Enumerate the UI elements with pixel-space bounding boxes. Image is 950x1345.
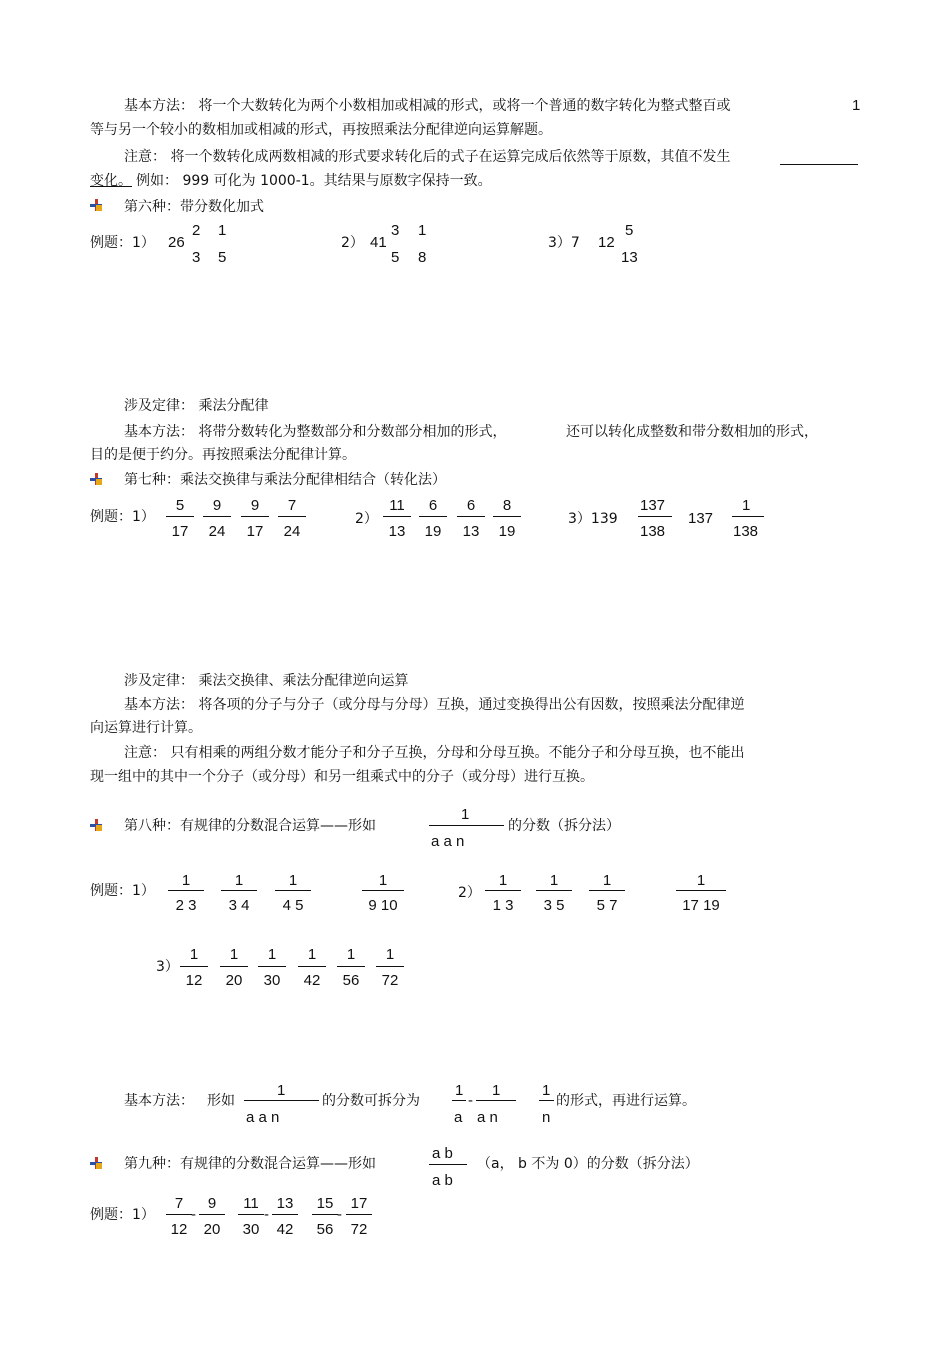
fraction-bar [238,1214,264,1215]
math-num: 6 [428,497,438,514]
fraction-bar [312,1214,338,1215]
fraction-bar [419,516,447,517]
math-den: 30 [242,1221,260,1238]
math-whole: 12 [598,234,615,251]
math-whole: 41 [370,234,387,251]
bullet-icon [90,819,102,831]
math-den: 12 [170,1221,188,1238]
fraction-bar [457,516,485,517]
fraction-bar [452,1100,466,1101]
math-num: 13 [276,1195,294,1212]
math-den: 5 [391,249,400,266]
section-9-tail: （a， b 不为 0）的分数（拆分法） [477,1156,699,1172]
math-num: 137 [640,497,666,514]
method-text: 向运算进行计算。 [90,720,202,736]
fraction-bar [180,966,208,967]
math-num: 5 [625,222,634,239]
paragraph-note-line2: 例如： 999 可化为 1000-1。其结果与原数字保持一致。 [136,173,492,189]
math-whole: 137 [688,510,714,527]
math-den: 20 [225,972,243,989]
math-den: 42 [276,1221,294,1238]
math-num: 1 [455,1082,464,1099]
math-num: 1 [385,946,395,963]
example-label: 2） [458,885,481,901]
minus-sign: - [264,1206,269,1223]
math-den: a [454,1109,463,1126]
math-num: 17 [350,1195,368,1212]
fraction-bar [220,966,248,967]
math-num: 6 [466,497,476,514]
math-num: 11 [243,1195,259,1212]
example-label: 3）7 [548,235,580,251]
math-den: a b [432,1172,453,1189]
fraction-bar [383,516,411,517]
math-num: 1 [378,872,388,889]
method-text: 形如 [207,1093,235,1109]
fraction-bar [298,966,326,967]
section-6-heading: 第六种：带分数化加式 [124,199,264,215]
math-den: 8 [418,249,427,266]
math-num: 11 [389,497,405,514]
example-label: 例题：1） [90,235,155,251]
example-label: 例题：1） [90,509,155,525]
math-num: 1 [288,872,298,889]
math-num: 1 [498,872,508,889]
math-den: 19 [424,523,442,540]
fraction-bar [244,1100,319,1101]
math-den: n [542,1109,551,1126]
method-text: 还可以转化成整数和带分数相加的形式， [566,424,818,440]
math-den: 13 [388,523,406,540]
minus-sign: - [337,1206,342,1223]
example-label: 3） [156,959,179,975]
math-whole: 26 [168,234,185,251]
math-den: 20 [203,1221,221,1238]
bullet-icon [90,473,102,485]
math-num: 9 [250,497,260,514]
math-num: 1 [181,872,191,889]
paragraph-method-line2: 等与另一个较小的数相加或相减的形式，再按照乘法分配律逆向运算解题。 [90,122,552,138]
math-den: 138 [640,523,666,540]
math-num: a b [432,1145,453,1162]
math-num: 1 [307,946,317,963]
math-den: 3 [192,249,201,266]
math-den: 5 [218,249,227,266]
example-label: 2） [355,511,378,527]
math-num: 3 [391,222,400,239]
bullet-icon [90,199,102,211]
math-den: 56 [342,972,360,989]
method-text: 的分数可拆分为 [322,1093,420,1109]
law-text: 涉及定律： 乘法交换律、乘法分配律逆向运算 [124,673,409,689]
fraction-bar [258,966,286,967]
math-num: 1 [229,946,239,963]
math-num: 1 [602,872,612,889]
math-den: 1 3 [492,897,514,914]
fraction-bar [346,1214,372,1215]
law-text: 涉及定律： 乘法分配律 [124,398,269,414]
math-den: 13 [621,249,638,266]
method-text: 的形式，再进行运算。 [556,1093,696,1109]
math-den: 17 [246,523,264,540]
fraction-bar [166,516,194,517]
math-num: 15 [316,1195,334,1212]
math-den: 3 4 [228,897,250,914]
math-num: 9 [207,1195,217,1212]
math-den: 42 [303,972,321,989]
math-num: 1 [234,872,244,889]
math-den: 30 [263,972,281,989]
math-num: 7 [287,497,297,514]
math-num: 7 [174,1195,184,1212]
math-num: 1 [492,1082,501,1099]
math-den: 56 [316,1221,334,1238]
fraction-bar [337,966,365,967]
section-9-heading: 第九种：有规律的分数混合运算——形如 [124,1156,376,1172]
math-num: 1 [346,946,356,963]
fraction-bar [536,890,572,891]
math-den: 2 3 [175,897,197,914]
method-text: 基本方法： [124,1093,194,1109]
math-den: a a n [431,833,465,850]
paragraph-note-line2-underlined: 变化。 [90,173,132,189]
paragraph-note-line1: 注意： 将一个数转化成两数相减的形式要求转化后的式子在运算完成后依然等于原数，其值不发生 [124,149,731,165]
fraction-bar [278,516,306,517]
math-den: 3 5 [543,897,565,914]
fraction-bar [485,890,521,891]
math-den: 17 [171,523,189,540]
math-den: 72 [350,1221,368,1238]
paragraph-method-line1: 基本方法： 将一个大数转化为两个小数相加或相减的形式，或将一个普通的数字转化为整式整百或 [124,98,731,114]
math-num: 1 [418,222,427,239]
fraction-bar [199,1214,225,1215]
method-text: 目的是便于约分。再按照乘法分配律计算。 [90,447,356,463]
math-num: 1 [267,946,277,963]
fraction-bar [241,516,269,517]
math-den: 72 [381,972,399,989]
math-den: 9 10 [368,897,398,914]
fraction-bar [221,890,257,891]
example-label: 例题：1） [90,1207,155,1223]
section-8-heading: 第八种：有规律的分数混合运算——形如 [124,818,376,834]
math-den: a n [477,1109,498,1126]
fraction-bar [676,890,726,891]
method-text: 基本方法： 将各项的分子与分子（或分母与分母）互换，通过变换得出公有因数，按照乘法分配律逆 [124,697,745,713]
note-text: 现一组中的其中一个分子（或分母）和另一组乘式中的分子（或分母）进行互换。 [90,769,594,785]
fraction-bar [539,1100,554,1101]
math-den: 17 19 [682,897,720,914]
fraction-bar [589,890,625,891]
minus-sign: - [191,1206,196,1223]
fraction-bar [476,1100,516,1101]
fraction-bar [166,1214,192,1215]
math-den: 24 [283,523,301,540]
fraction-bar [493,516,521,517]
math-den: a a n [246,1109,280,1126]
example-label: 例题：1） [90,883,155,899]
math-den: 12 [185,972,203,989]
math-den: 24 [208,523,226,540]
fraction-bar [638,516,672,517]
math-num: 5 [175,497,185,514]
bullet-icon [90,1157,102,1169]
math-num: 1 [218,222,227,239]
math-num: 1 [189,946,199,963]
math-den: 13 [462,523,480,540]
math-den: 4 5 [282,897,304,914]
fraction-bar [429,1164,467,1165]
math-den: 138 [733,523,759,540]
math-num: 8 [502,497,512,514]
math-den: 19 [498,523,516,540]
math-num: 1 [549,872,559,889]
minus-sign: - [468,1092,473,1109]
math-num: 1 [277,1082,286,1099]
underline-blank [780,164,858,165]
math-num: 1 [542,1082,551,1099]
fraction-bar [272,1214,298,1215]
page-number: 1 [852,97,861,114]
fraction-bar [429,825,504,826]
math-num: 1 [696,872,706,889]
fraction-bar [732,516,764,517]
note-text: 注意： 只有相乘的两组分数才能分子和分子互换，分母和分母互换。不能分子和分母互换，也不能出 [124,745,745,761]
math-num: 9 [212,497,222,514]
fraction-bar [362,890,404,891]
math-num: 1 [461,806,470,823]
math-num: 1 [742,497,751,514]
method-text: 基本方法： 将带分数转化为整数部分和分数部分相加的形式， [124,424,507,440]
example-label: 3）139 [568,511,618,527]
fraction-bar [376,966,404,967]
fraction-bar [275,890,311,891]
example-label: 2） [341,235,364,251]
fraction-bar [203,516,231,517]
section-8-tail: 的分数（拆分法） [508,818,620,834]
math-num: 2 [192,222,201,239]
fraction-bar [168,890,204,891]
section-7-heading: 第七种：乘法交换律与乘法分配律相结合（转化法） [124,472,446,488]
math-den: 5 7 [596,897,618,914]
